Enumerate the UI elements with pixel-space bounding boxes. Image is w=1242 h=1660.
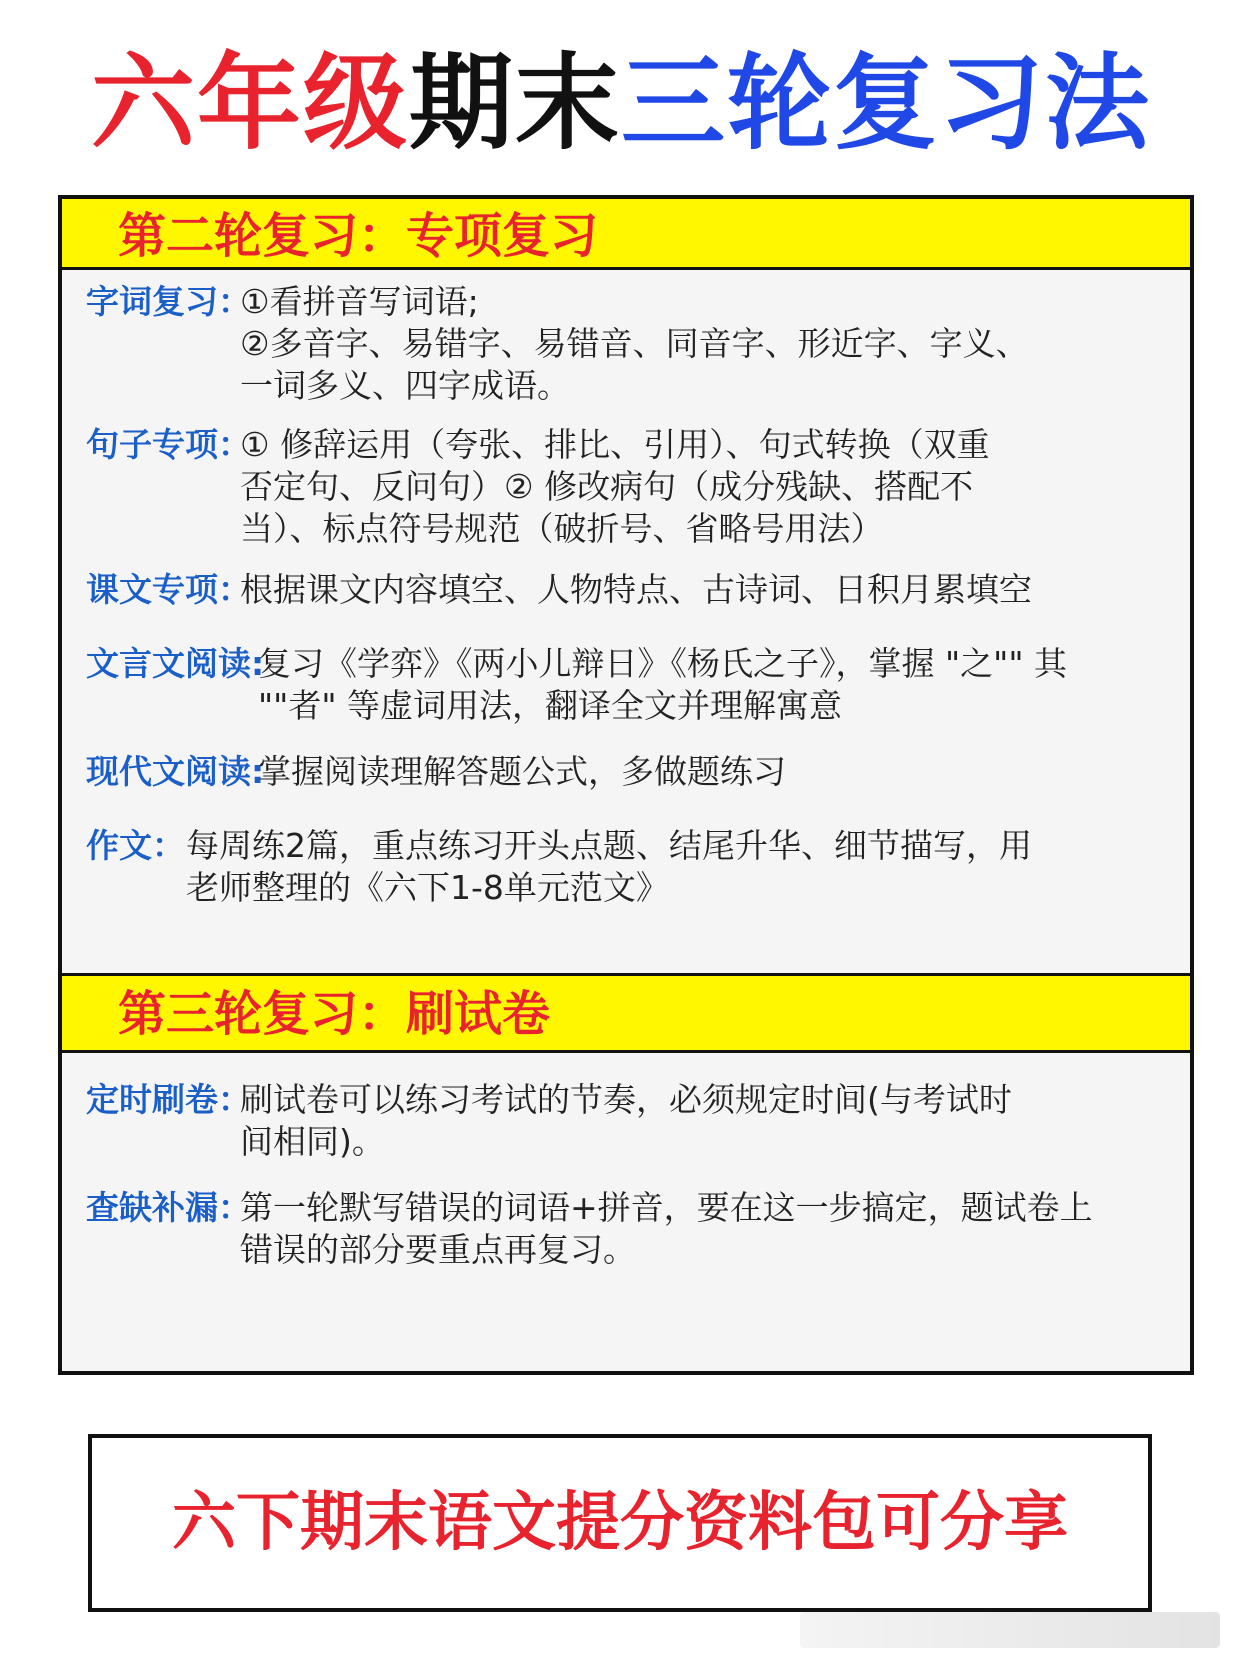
- item-line: 每周练2篇，重点练习开头点题、结尾升华、细节描写，用: [186, 826, 1032, 865]
- title-part-black: 期末: [408, 42, 621, 164]
- item-line: 根据课文内容填空、人物特点、古诗词、日积月累填空: [240, 570, 1032, 609]
- footer-banner: 六下期末语文提分资料包可分享: [88, 1434, 1152, 1612]
- item-text: [240, 569, 1032, 611]
- item-line: 第一轮默写错误的词语+拼音，要在这一步搞定，题试卷上: [240, 1188, 1093, 1227]
- item-line: 复习《学弈》《两小儿辩日》《杨氏之子》，掌握 "之"" 其: [258, 644, 1068, 683]
- item-line: 老师整理的《六下1-8单元范文》: [186, 868, 669, 907]
- review-card: [58, 195, 1194, 1375]
- item-label: 作文：: [86, 826, 185, 865]
- item-line: ""者" 等虚词用法，翻译全文并理解寓意: [258, 686, 843, 725]
- item-label: 现代文阅读:: [86, 752, 265, 791]
- item-text: [186, 825, 1032, 909]
- item-label: 文言文阅读:: [86, 644, 265, 683]
- item-line: 间相同)。: [240, 1122, 385, 1161]
- item-text: [240, 1079, 1012, 1163]
- item-line: 一词多义、四字成语。: [240, 366, 570, 405]
- item-line: 刷试卷可以练习考试的节奏，必须规定时间(与考试时: [240, 1080, 1012, 1119]
- item-text: [240, 281, 1029, 407]
- item-line: ②多音字、易错字、易错音、同音字、形近字、字义、: [240, 324, 1029, 363]
- page-title: [0, 38, 1242, 168]
- item-text: [258, 643, 1067, 727]
- item-label: 查缺补漏：: [86, 1188, 251, 1227]
- item-label: 定时刷卷：: [86, 1080, 251, 1119]
- item-line: 否定句、反问句）② 修改病句（成分残缺、搭配不: [240, 467, 974, 506]
- title-part-blue: 三轮复习法: [621, 42, 1152, 164]
- round2-heading: 第二轮复习：专项复习: [62, 196, 1190, 270]
- item-text: [240, 1187, 1093, 1271]
- item-line: 当）、标点符号规范（破折号、省略号用法）: [240, 509, 884, 548]
- item-label: 句子专项：: [86, 425, 251, 464]
- item-text: [240, 424, 990, 550]
- watermark-bar: [800, 1612, 1220, 1648]
- item-line: ①看拼音写词语;: [240, 282, 479, 321]
- item-line: 掌握阅读理解答题公式，多做题练习: [258, 752, 786, 791]
- item-line: 错误的部分要重点再复习。: [240, 1230, 636, 1269]
- item-text: [258, 751, 786, 793]
- item-label: 字词复习：: [86, 282, 251, 321]
- item-line: ① 修辞运用（夸张、排比、引用）、句式转换（双重: [240, 425, 990, 464]
- item-label: 课文专项：: [86, 570, 251, 609]
- round3-heading: 第三轮复习：刷试卷: [62, 973, 1190, 1053]
- title-part-red: 六年级: [90, 42, 409, 164]
